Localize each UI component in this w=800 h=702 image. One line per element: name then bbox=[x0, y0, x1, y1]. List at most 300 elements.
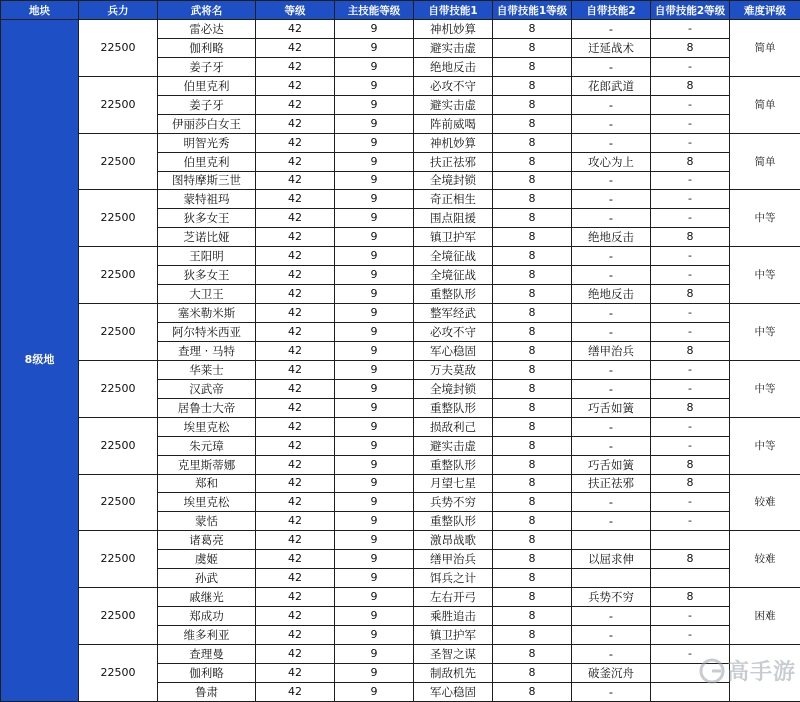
main-skill-level-cell: 9 bbox=[335, 569, 414, 588]
header-difficulty: 难度评级 bbox=[730, 1, 800, 20]
skill1-cell: 损敌利己 bbox=[414, 417, 493, 436]
general-name-cell: 居鲁士大帝 bbox=[158, 398, 256, 417]
header-level: 等级 bbox=[256, 1, 335, 20]
skill2-cell: - bbox=[572, 266, 651, 285]
general-name-cell: 伽利略 bbox=[158, 38, 256, 57]
skill1-cell: 制敌机先 bbox=[414, 663, 493, 682]
header-skill1: 自带技能1 bbox=[414, 1, 493, 20]
level-cell: 42 bbox=[256, 474, 335, 493]
general-name-cell: 图特摩斯三世 bbox=[158, 171, 256, 190]
skill2-level-cell: - bbox=[651, 304, 730, 323]
header-troops: 兵力 bbox=[79, 1, 158, 20]
header-skill2-level: 自带技能2等级 bbox=[651, 1, 730, 20]
troops-cell: 22500 bbox=[79, 360, 158, 417]
level-cell: 42 bbox=[256, 512, 335, 531]
skill2-cell bbox=[572, 531, 651, 550]
general-name-cell: 伽利略 bbox=[158, 663, 256, 682]
skill1-cell: 重整队形 bbox=[414, 398, 493, 417]
skill1-cell: 重整队形 bbox=[414, 285, 493, 304]
general-name-cell: 戚继光 bbox=[158, 588, 256, 607]
skill2-level-cell: - bbox=[651, 607, 730, 626]
general-name-cell: 蒙恬 bbox=[158, 512, 256, 531]
skill1-level-cell: 8 bbox=[493, 20, 572, 39]
skill2-cell: - bbox=[572, 57, 651, 76]
skill1-cell: 神机妙算 bbox=[414, 20, 493, 39]
troops-cell: 22500 bbox=[79, 133, 158, 190]
skill1-level-cell: 8 bbox=[493, 607, 572, 626]
skill2-level-cell: - bbox=[651, 20, 730, 39]
main-skill-level-cell: 9 bbox=[335, 360, 414, 379]
skill1-level-cell: 8 bbox=[493, 663, 572, 682]
table-row bbox=[1, 531, 800, 550]
difficulty-cell bbox=[730, 644, 800, 701]
skill2-cell: 以屈求伸 bbox=[572, 550, 651, 569]
skill1-cell: 扶正祛邪 bbox=[414, 152, 493, 171]
skill2-level-cell: - bbox=[651, 493, 730, 512]
skill2-cell: - bbox=[572, 247, 651, 266]
level-cell: 42 bbox=[256, 626, 335, 645]
skill2-cell: 破釜沉舟 bbox=[572, 663, 651, 682]
level-cell: 42 bbox=[256, 285, 335, 304]
header-skill1-level: 自带技能1等级 bbox=[493, 1, 572, 20]
level-cell: 42 bbox=[256, 323, 335, 342]
table-row bbox=[1, 588, 800, 607]
main-skill-level-cell: 9 bbox=[335, 285, 414, 304]
main-skill-level-cell: 9 bbox=[335, 95, 414, 114]
difficulty-cell: 中等 bbox=[730, 190, 800, 247]
skill2-cell: - bbox=[572, 379, 651, 398]
main-skill-level-cell: 9 bbox=[335, 114, 414, 133]
skill2-level-cell: 8 bbox=[651, 285, 730, 304]
level-cell: 42 bbox=[256, 417, 335, 436]
skill2-level-cell: - bbox=[651, 417, 730, 436]
skill2-level-cell: - bbox=[651, 95, 730, 114]
main-skill-level-cell: 9 bbox=[335, 341, 414, 360]
troops-cell: 22500 bbox=[79, 531, 158, 588]
table-row bbox=[1, 474, 800, 493]
skill2-level-cell: - bbox=[651, 57, 730, 76]
level-cell: 42 bbox=[256, 133, 335, 152]
level-cell: 42 bbox=[256, 38, 335, 57]
skill1-cell: 兵势不穷 bbox=[414, 493, 493, 512]
skill1-level-cell: 8 bbox=[493, 247, 572, 266]
troops-cell: 22500 bbox=[79, 474, 158, 531]
skill2-level-cell: 8 bbox=[651, 38, 730, 57]
main-skill-level-cell: 9 bbox=[335, 512, 414, 531]
general-name-cell: 狄多女王 bbox=[158, 209, 256, 228]
skill2-level-cell: 8 bbox=[651, 152, 730, 171]
skill1-level-cell: 8 bbox=[493, 209, 572, 228]
skill2-level-cell: - bbox=[651, 626, 730, 645]
difficulty-cell: 简单 bbox=[730, 76, 800, 133]
skill2-cell: 绝地反击 bbox=[572, 228, 651, 247]
general-name-cell: 王阳明 bbox=[158, 247, 256, 266]
header-general-name: 武将名 bbox=[158, 1, 256, 20]
skill2-cell: 扶正祛邪 bbox=[572, 474, 651, 493]
region-cell: 8级地 bbox=[1, 20, 79, 702]
main-skill-level-cell: 9 bbox=[335, 247, 414, 266]
skill1-cell: 全境封锁 bbox=[414, 379, 493, 398]
skill1-level-cell: 8 bbox=[493, 152, 572, 171]
skill2-level-cell: 8 bbox=[651, 341, 730, 360]
skill1-level-cell: 8 bbox=[493, 76, 572, 95]
general-name-cell: 埃里克松 bbox=[158, 417, 256, 436]
skill1-level-cell: 8 bbox=[493, 38, 572, 57]
general-name-cell: 伊丽莎白女王 bbox=[158, 114, 256, 133]
general-name-cell: 郑和 bbox=[158, 474, 256, 493]
level-cell: 42 bbox=[256, 436, 335, 455]
general-name-cell: 塞米勒米斯 bbox=[158, 304, 256, 323]
skill1-level-cell: 8 bbox=[493, 474, 572, 493]
skill2-cell: - bbox=[572, 323, 651, 342]
skill2-cell: - bbox=[572, 133, 651, 152]
skill2-level-cell: - bbox=[651, 436, 730, 455]
level-cell: 42 bbox=[256, 550, 335, 569]
difficulty-cell: 中等 bbox=[730, 417, 800, 474]
troops-cell: 22500 bbox=[79, 644, 158, 701]
skill1-level-cell: 8 bbox=[493, 171, 572, 190]
skill1-cell: 避实击虚 bbox=[414, 95, 493, 114]
troops-cell: 22500 bbox=[79, 76, 158, 133]
skill1-cell: 奇正相生 bbox=[414, 190, 493, 209]
main-skill-level-cell: 9 bbox=[335, 531, 414, 550]
skill2-level-cell: - bbox=[651, 133, 730, 152]
skill2-cell: 巧舌如簧 bbox=[572, 398, 651, 417]
main-skill-level-cell: 9 bbox=[335, 152, 414, 171]
general-name-cell: 姜子牙 bbox=[158, 57, 256, 76]
skill1-cell: 神机妙算 bbox=[414, 133, 493, 152]
skill2-level-cell: 8 bbox=[651, 455, 730, 474]
general-name-cell: 埃里克松 bbox=[158, 493, 256, 512]
skill1-level-cell: 8 bbox=[493, 57, 572, 76]
level-cell: 42 bbox=[256, 682, 335, 701]
skill1-level-cell: 8 bbox=[493, 133, 572, 152]
skill1-cell: 重整队形 bbox=[414, 512, 493, 531]
main-skill-level-cell: 9 bbox=[335, 304, 414, 323]
table-row bbox=[1, 20, 800, 39]
skill1-level-cell: 8 bbox=[493, 531, 572, 550]
skill2-level-cell: - bbox=[651, 323, 730, 342]
skill1-level-cell: 8 bbox=[493, 228, 572, 247]
skill2-cell: 缮甲治兵 bbox=[572, 341, 651, 360]
skill1-level-cell: 8 bbox=[493, 512, 572, 531]
skill2-level-cell: - bbox=[651, 190, 730, 209]
level-cell: 42 bbox=[256, 76, 335, 95]
skill2-cell: - bbox=[572, 360, 651, 379]
skill2-level-cell bbox=[651, 663, 730, 682]
level-cell: 42 bbox=[256, 569, 335, 588]
skill1-level-cell: 8 bbox=[493, 417, 572, 436]
table-row bbox=[1, 133, 800, 152]
skill1-cell: 万夫莫敌 bbox=[414, 360, 493, 379]
skill2-cell: - bbox=[572, 512, 651, 531]
skill1-cell: 军心稳固 bbox=[414, 682, 493, 701]
difficulty-cell: 中等 bbox=[730, 304, 800, 361]
skill1-cell: 圣智之谋 bbox=[414, 644, 493, 663]
general-name-cell: 虞姬 bbox=[158, 550, 256, 569]
level-cell: 42 bbox=[256, 588, 335, 607]
skill1-cell: 整军经武 bbox=[414, 304, 493, 323]
skill1-level-cell: 8 bbox=[493, 550, 572, 569]
general-name-cell: 狄多女王 bbox=[158, 266, 256, 285]
skill2-level-cell: - bbox=[651, 247, 730, 266]
level-cell: 42 bbox=[256, 190, 335, 209]
skill2-level-cell: 8 bbox=[651, 550, 730, 569]
general-name-cell: 蒙特祖玛 bbox=[158, 190, 256, 209]
skill2-cell: - bbox=[572, 304, 651, 323]
level-cell: 42 bbox=[256, 644, 335, 663]
difficulty-cell: 困难 bbox=[730, 588, 800, 645]
main-skill-level-cell: 9 bbox=[335, 493, 414, 512]
skill2-cell: - bbox=[572, 626, 651, 645]
level-cell: 42 bbox=[256, 209, 335, 228]
skill2-level-cell bbox=[651, 569, 730, 588]
skill2-cell bbox=[572, 569, 651, 588]
skill2-level-cell: - bbox=[651, 266, 730, 285]
main-skill-level-cell: 9 bbox=[335, 607, 414, 626]
skill1-level-cell: 8 bbox=[493, 588, 572, 607]
skill1-cell: 缮甲治兵 bbox=[414, 550, 493, 569]
general-name-cell: 阿尔特米西亚 bbox=[158, 323, 256, 342]
skill2-level-cell: 8 bbox=[651, 588, 730, 607]
main-skill-level-cell: 9 bbox=[335, 626, 414, 645]
general-name-cell: 姜子牙 bbox=[158, 95, 256, 114]
skill1-level-cell: 8 bbox=[493, 569, 572, 588]
skill1-cell: 乘胜追击 bbox=[414, 607, 493, 626]
skill2-cell: 绝地反击 bbox=[572, 285, 651, 304]
skill1-cell: 激昂战歌 bbox=[414, 531, 493, 550]
skill1-cell: 重整队形 bbox=[414, 455, 493, 474]
main-skill-level-cell: 9 bbox=[335, 57, 414, 76]
skill2-cell: 花郎武道 bbox=[572, 76, 651, 95]
header-region: 地块 bbox=[1, 1, 79, 20]
skill2-level-cell: - bbox=[651, 171, 730, 190]
troops-cell: 22500 bbox=[79, 247, 158, 304]
troops-cell: 22500 bbox=[79, 190, 158, 247]
main-skill-level-cell: 9 bbox=[335, 228, 414, 247]
main-skill-level-cell: 9 bbox=[335, 588, 414, 607]
main-skill-level-cell: 9 bbox=[335, 209, 414, 228]
main-skill-level-cell: 9 bbox=[335, 417, 414, 436]
general-name-cell: 查理 · 马特 bbox=[158, 341, 256, 360]
skill1-cell: 避实击虚 bbox=[414, 38, 493, 57]
skill1-cell: 全境征战 bbox=[414, 247, 493, 266]
skill1-level-cell: 8 bbox=[493, 114, 572, 133]
general-name-cell: 维多利亚 bbox=[158, 626, 256, 645]
skill1-cell: 月望七星 bbox=[414, 474, 493, 493]
level-cell: 42 bbox=[256, 95, 335, 114]
main-skill-level-cell: 9 bbox=[335, 379, 414, 398]
level-cell: 42 bbox=[256, 493, 335, 512]
main-skill-level-cell: 9 bbox=[335, 133, 414, 152]
level-cell: 42 bbox=[256, 455, 335, 474]
troops-cell: 22500 bbox=[79, 588, 158, 645]
skill2-cell: 迁延战术 bbox=[572, 38, 651, 57]
main-skill-level-cell: 9 bbox=[335, 455, 414, 474]
skill1-level-cell: 8 bbox=[493, 341, 572, 360]
table-row bbox=[1, 360, 800, 379]
skill2-cell: - bbox=[572, 417, 651, 436]
general-name-cell: 大卫王 bbox=[158, 285, 256, 304]
skill1-level-cell: 8 bbox=[493, 323, 572, 342]
skill2-level-cell: 8 bbox=[651, 398, 730, 417]
skill1-level-cell: 8 bbox=[493, 644, 572, 663]
skill2-cell: - bbox=[572, 95, 651, 114]
level-cell: 42 bbox=[256, 398, 335, 417]
level-cell: 42 bbox=[256, 228, 335, 247]
skill1-level-cell: 8 bbox=[493, 190, 572, 209]
level-cell: 42 bbox=[256, 57, 335, 76]
skill2-level-cell bbox=[651, 682, 730, 701]
skill2-cell: 攻心为上 bbox=[572, 152, 651, 171]
table-row bbox=[1, 247, 800, 266]
skill1-cell: 全境征战 bbox=[414, 266, 493, 285]
skill1-level-cell: 8 bbox=[493, 304, 572, 323]
main-skill-level-cell: 9 bbox=[335, 190, 414, 209]
skill1-level-cell: 8 bbox=[493, 379, 572, 398]
skill1-cell: 饵兵之计 bbox=[414, 569, 493, 588]
level-cell: 42 bbox=[256, 247, 335, 266]
main-skill-level-cell: 9 bbox=[335, 171, 414, 190]
skill2-level-cell: - bbox=[651, 360, 730, 379]
level-cell: 42 bbox=[256, 304, 335, 323]
table-body bbox=[1, 20, 800, 702]
skill1-cell: 绝地反击 bbox=[414, 57, 493, 76]
skill1-level-cell: 8 bbox=[493, 398, 572, 417]
main-skill-level-cell: 9 bbox=[335, 266, 414, 285]
table-row bbox=[1, 304, 800, 323]
level-cell: 42 bbox=[256, 607, 335, 626]
skill2-cell: 兵势不穷 bbox=[572, 588, 651, 607]
skill1-cell: 避实击虚 bbox=[414, 436, 493, 455]
skill2-cell: - bbox=[572, 493, 651, 512]
general-name-cell: 雷必达 bbox=[158, 20, 256, 39]
skill1-cell: 围点阻援 bbox=[414, 209, 493, 228]
skill2-level-cell bbox=[651, 531, 730, 550]
skill2-cell: - bbox=[572, 682, 651, 701]
main-skill-level-cell: 9 bbox=[335, 663, 414, 682]
skill1-cell: 镇卫护军 bbox=[414, 228, 493, 247]
skill2-cell: - bbox=[572, 114, 651, 133]
level-cell: 42 bbox=[256, 663, 335, 682]
level-cell: 42 bbox=[256, 20, 335, 39]
main-skill-level-cell: 9 bbox=[335, 20, 414, 39]
skill2-level-cell: - bbox=[651, 644, 730, 663]
difficulty-cell: 中等 bbox=[730, 360, 800, 417]
difficulty-cell: 简单 bbox=[730, 20, 800, 77]
table-row bbox=[1, 190, 800, 209]
main-skill-level-cell: 9 bbox=[335, 550, 414, 569]
skill1-level-cell: 8 bbox=[493, 626, 572, 645]
table-row bbox=[1, 76, 800, 95]
general-name-cell: 查理曼 bbox=[158, 644, 256, 663]
troops-cell: 22500 bbox=[79, 304, 158, 361]
skill2-cell: - bbox=[572, 209, 651, 228]
skill2-level-cell: - bbox=[651, 209, 730, 228]
general-name-cell: 伯里克利 bbox=[158, 76, 256, 95]
skill2-cell: 巧舌如簧 bbox=[572, 455, 651, 474]
level-cell: 42 bbox=[256, 114, 335, 133]
skill2-level-cell: - bbox=[651, 379, 730, 398]
main-skill-level-cell: 9 bbox=[335, 398, 414, 417]
skill1-level-cell: 8 bbox=[493, 455, 572, 474]
skill1-cell: 必攻不守 bbox=[414, 323, 493, 342]
table-row bbox=[1, 644, 800, 663]
main-skill-level-cell: 9 bbox=[335, 474, 414, 493]
main-skill-level-cell: 9 bbox=[335, 38, 414, 57]
skill1-cell: 镇卫护军 bbox=[414, 626, 493, 645]
general-name-cell: 芝诺比娅 bbox=[158, 228, 256, 247]
skill2-cell: - bbox=[572, 171, 651, 190]
skill2-cell: - bbox=[572, 607, 651, 626]
difficulty-cell: 简单 bbox=[730, 133, 800, 190]
skill1-level-cell: 8 bbox=[493, 285, 572, 304]
skill1-cell: 阵前威喝 bbox=[414, 114, 493, 133]
skill2-level-cell: 8 bbox=[651, 76, 730, 95]
skill1-level-cell: 8 bbox=[493, 682, 572, 701]
watermark-text: 高手游 bbox=[727, 655, 796, 686]
general-name-cell: 华莱士 bbox=[158, 360, 256, 379]
main-skill-level-cell: 9 bbox=[335, 682, 414, 701]
table-row bbox=[1, 417, 800, 436]
skill2-level-cell: 8 bbox=[651, 228, 730, 247]
skill2-cell: - bbox=[572, 190, 651, 209]
skill1-cell: 全境封锁 bbox=[414, 171, 493, 190]
general-name-cell: 鲁肃 bbox=[158, 682, 256, 701]
level-cell: 42 bbox=[256, 379, 335, 398]
general-name-cell: 郑成功 bbox=[158, 607, 256, 626]
level-cell: 42 bbox=[256, 341, 335, 360]
skill1-cell: 左右开弓 bbox=[414, 588, 493, 607]
skill2-level-cell: - bbox=[651, 114, 730, 133]
level-cell: 42 bbox=[256, 266, 335, 285]
level-cell: 42 bbox=[256, 171, 335, 190]
skill1-level-cell: 8 bbox=[493, 360, 572, 379]
difficulty-cell: 较难 bbox=[730, 531, 800, 588]
difficulty-cell: 较难 bbox=[730, 474, 800, 531]
header-skill2: 自带技能2 bbox=[572, 1, 651, 20]
skill2-cell: - bbox=[572, 436, 651, 455]
level-cell: 42 bbox=[256, 531, 335, 550]
skill1-cell: 军心稳固 bbox=[414, 341, 493, 360]
general-name-cell: 孙武 bbox=[158, 569, 256, 588]
skill2-cell: - bbox=[572, 20, 651, 39]
main-skill-level-cell: 9 bbox=[335, 323, 414, 342]
level-cell: 42 bbox=[256, 152, 335, 171]
table-header-row bbox=[1, 1, 800, 20]
skill2-level-cell: - bbox=[651, 512, 730, 531]
main-skill-level-cell: 9 bbox=[335, 436, 414, 455]
main-skill-level-cell: 9 bbox=[335, 76, 414, 95]
skill2-level-cell: 8 bbox=[651, 474, 730, 493]
skill1-cell: 必攻不守 bbox=[414, 76, 493, 95]
skill1-level-cell: 8 bbox=[493, 493, 572, 512]
difficulty-cell: 中等 bbox=[730, 247, 800, 304]
troops-cell: 22500 bbox=[79, 417, 158, 474]
general-name-cell: 朱元璋 bbox=[158, 436, 256, 455]
header-main-skill-level: 主技能等级 bbox=[335, 1, 414, 20]
general-name-cell: 伯里克利 bbox=[158, 152, 256, 171]
skill1-level-cell: 8 bbox=[493, 266, 572, 285]
skill2-cell: - bbox=[572, 644, 651, 663]
level-cell: 42 bbox=[256, 360, 335, 379]
general-name-cell: 汉武帝 bbox=[158, 379, 256, 398]
general-name-cell: 克里斯蒂娜 bbox=[158, 455, 256, 474]
general-name-cell: 明智光秀 bbox=[158, 133, 256, 152]
skill1-level-cell: 8 bbox=[493, 436, 572, 455]
skill1-level-cell: 8 bbox=[493, 95, 572, 114]
general-name-cell: 诸葛亮 bbox=[158, 531, 256, 550]
